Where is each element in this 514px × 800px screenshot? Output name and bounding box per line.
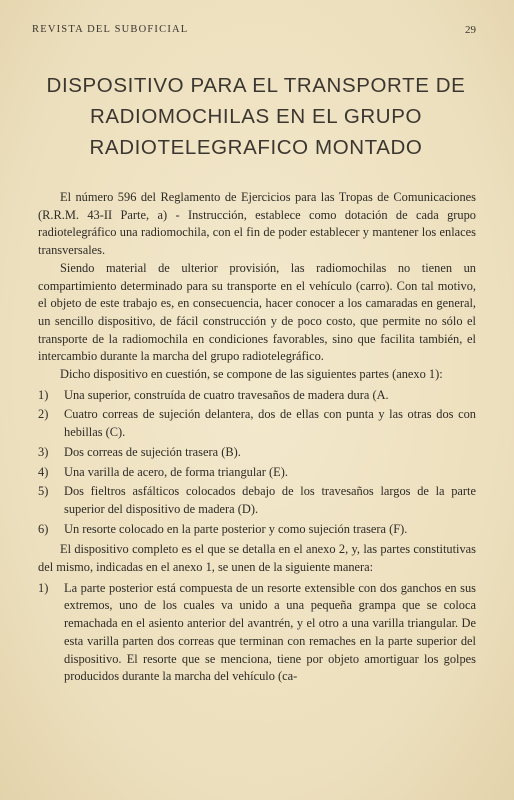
list-item-number: 1) xyxy=(38,387,49,402)
list-item xyxy=(38,483,476,518)
list-item-text: Una varilla de acero, de forma triangular (E). xyxy=(64,464,288,479)
running-header xyxy=(32,24,476,35)
list-item-text: Dos correas de sujeción trasera (B). xyxy=(64,444,241,459)
list-item xyxy=(38,387,476,405)
list-item xyxy=(38,521,476,539)
title-line: DISPOSITIVO PARA EL TRANSPORTE DE xyxy=(46,74,466,97)
body-paragraph: Siendo material de ulterior provisión, las radiomochilas no tienen un compartimiento determinado para su transporte en el vehículo (carro). Con tal motivo, el objeto de este trabajo es, en consecuencia, hacer conocer a los camaradas en general, un sencillo dispositivo, de fácil construcción y de poco costo, que permite no sólo el transporte de la radiomochila en condiciones favorables, sino que facilita también, el intercambio durante la marcha del grupo radiotelegráfico. xyxy=(38,260,476,364)
list-item-text: Cuatro correas de sujeción delantera, dos de ellas con punta y las otras dos con hebillas (C). xyxy=(64,407,476,440)
list-item xyxy=(38,580,476,686)
list-item-text: Dos fieltros asfálticos colocados debajo de los travesaños largos de la parte superior del dispositivo de madera (D). xyxy=(64,484,476,516)
assembly-list xyxy=(38,580,476,686)
article-body xyxy=(38,189,476,689)
parts-list xyxy=(38,387,476,539)
title-line: RADIOTELEGRAFICO MONTADO xyxy=(89,136,423,159)
body-paragraph: El número 596 del Reglamento de Ejercicios para las Tropas de Comunicaciones (R.R.M. 43-II Parte, a) - Instrucción, establece como dotación de cada grupo radiotelegráfico una radiomochila, con el fin de poder establecer y mantener los enlaces transversales. xyxy=(38,190,476,258)
list-item xyxy=(38,444,476,462)
page-number: 29 xyxy=(465,24,476,36)
list-item-text: Un resorte colocado en la parte posterior y como sujeción trasera (F). xyxy=(64,521,408,536)
journal-name: REVISTA DEL SUBOFICIAL xyxy=(32,24,189,35)
list-item-number: 2) xyxy=(38,407,49,422)
list-item-number: 3) xyxy=(38,444,49,459)
list-item-number: 6) xyxy=(38,521,49,536)
list-item-number: 1) xyxy=(38,580,49,595)
list-item xyxy=(38,464,476,482)
body-paragraph: El dispositivo completo es el que se detalla en el anexo 2, y, las partes constitutivas del mismo, indicadas en el anexo 1, se unen de la siguiente manera: xyxy=(38,542,476,575)
list-item-text: Una superior, construída de cuatro travesaños de madera dura (A. xyxy=(64,387,389,402)
title-line: RADIOMOCHILAS EN EL GRUPO xyxy=(89,105,423,128)
list-item-text: La parte posterior está compuesta de un resorte extensible con dos ganchos en sus extremos, uno de los cuales va unido a una pequeña grampa que se coloca remachada en el asiento anterior del avantrén, y el otro a una varilla triangular. De esta varilla parten dos correas que terminan con remaches en la parte superior del dispositivo. El resorte que se menciona, tiene por objeto amortiguar los golpes producidos durante la marcha del vehículo (ca- xyxy=(64,580,476,684)
list-item-number: 5) xyxy=(38,484,49,499)
list-item-number: 4) xyxy=(38,464,49,479)
list-item xyxy=(38,406,476,441)
article-title xyxy=(30,70,482,163)
body-paragraph: Dicho dispositivo en cuestión, se compone de las siguientes partes (anexo 1): xyxy=(60,367,443,382)
